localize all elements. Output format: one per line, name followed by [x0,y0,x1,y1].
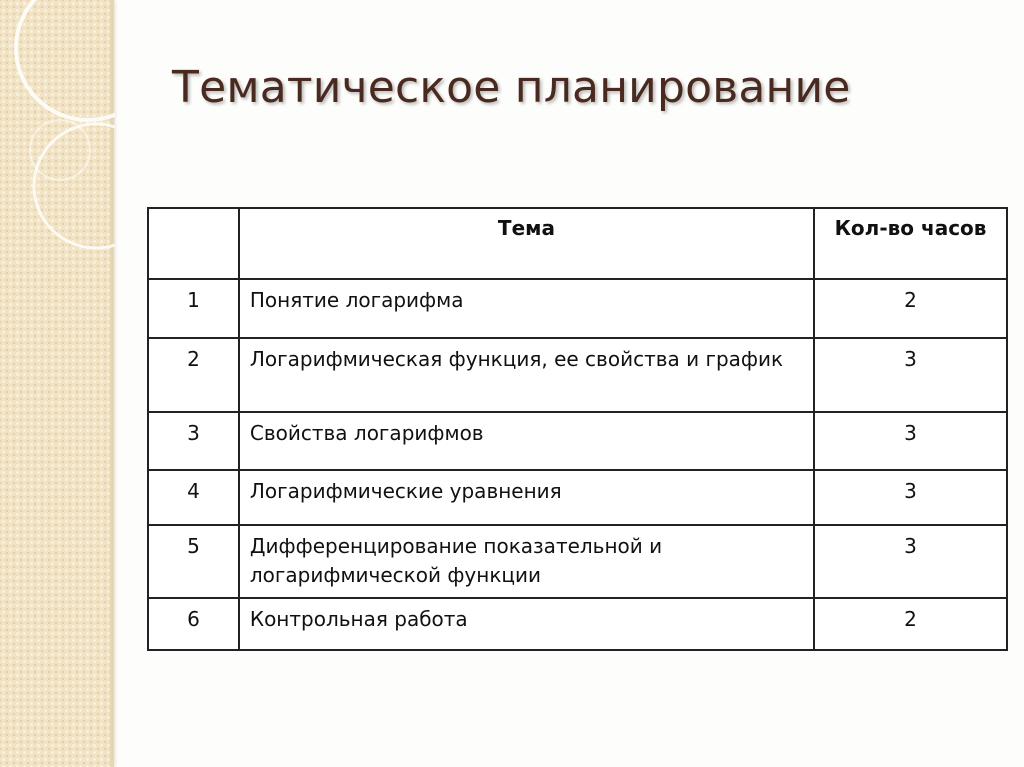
row-topic: Контрольная работа [239,598,814,650]
table-row [148,470,1007,525]
row-hours: 2 [814,598,1007,650]
row-topic: Логарифмические уравнения [239,470,814,525]
row-hours: 3 [814,525,1007,598]
table-header-row [148,208,1007,279]
row-number: 5 [148,525,239,598]
table-row [148,279,1007,338]
row-number: 2 [148,338,239,412]
row-number: 1 [148,279,239,338]
header-hours: Кол-во часов [814,208,1007,279]
decorative-rings [0,0,115,260]
row-topic: Понятие логарифма [239,279,814,338]
table-row [148,525,1007,598]
row-hours: 3 [814,338,1007,412]
table-row [148,598,1007,650]
row-topic: Свойства логарифмов [239,412,814,470]
row-number: 4 [148,470,239,525]
header-number [148,208,239,279]
row-hours: 3 [814,412,1007,470]
row-topic: Логарифмическая функция, ее свойства и график [239,338,814,412]
row-topic: Дифференцирование показательной и логарифмической функции [239,525,814,598]
row-number: 6 [148,598,239,650]
thematic-plan-table [147,207,1008,651]
slide-title: Тематическое планирование [172,62,851,113]
row-hours: 3 [814,470,1007,525]
table-row [148,412,1007,470]
table-row [148,338,1007,412]
row-hours: 2 [814,279,1007,338]
header-topic: Тема [239,208,814,279]
row-number: 3 [148,412,239,470]
